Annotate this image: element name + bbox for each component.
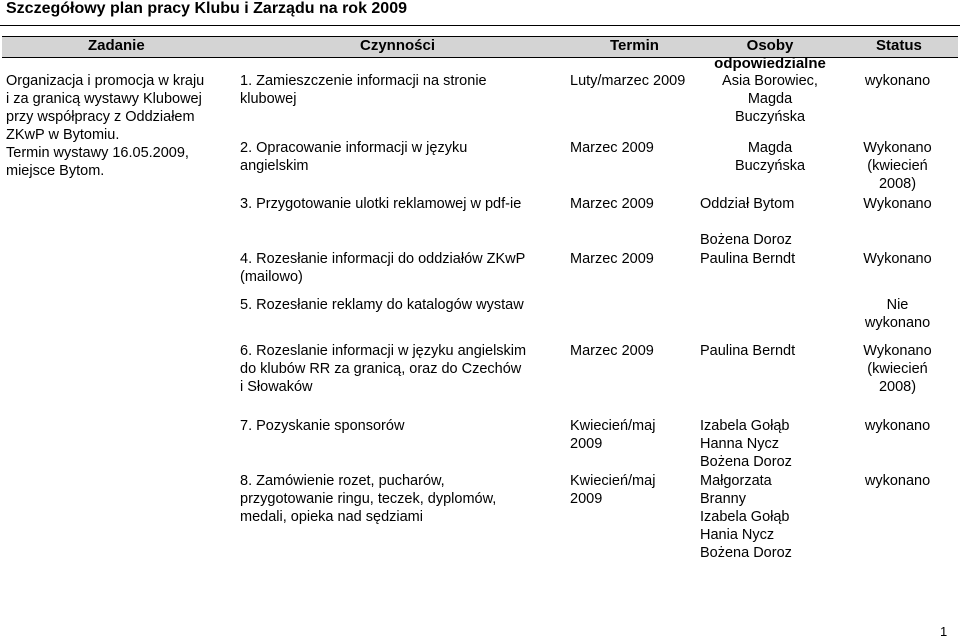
- cell-status: Wykonano: [863, 140, 932, 156]
- cell-activity: angielskim: [240, 158, 309, 174]
- cell-persons: Paulina Berndt: [700, 343, 796, 359]
- page-number: 1: [940, 624, 948, 639]
- cell-term: 2009: [570, 491, 603, 507]
- task-line: przy współpracy z Oddziałem: [6, 109, 195, 125]
- task-line: miejsce Bytom.: [6, 163, 105, 179]
- cell-status: wykonano: [864, 73, 931, 89]
- task-line: Organizacja i promocja w kraju: [6, 73, 205, 89]
- cell-status: (kwiecień: [867, 361, 928, 377]
- cell-persons: Branny: [700, 491, 746, 507]
- cell-activity: 4. Rozesłanie informacji do oddziałów ZKwP: [240, 251, 526, 267]
- task-line: i za granicą wystawy Klubowej: [6, 91, 202, 107]
- cell-activity: medali, opieka nad sędziami: [240, 509, 423, 525]
- cell-activity: i Słowaków: [240, 379, 313, 395]
- header-osoby: Osoby: [746, 37, 794, 54]
- cell-status: 2008): [878, 176, 917, 192]
- cell-status: Wykonano: [863, 343, 932, 359]
- cell-persons: Oddział Bytom: [700, 196, 795, 212]
- cell-persons: Buczyńska: [734, 109, 806, 125]
- title-divider: [0, 25, 960, 26]
- cell-activity: 3. Przygotowanie ulotki reklamowej w pdf-ie: [240, 196, 522, 212]
- cell-activity: 8. Zamówienie rozet, pucharów,: [240, 473, 445, 489]
- cell-persons: Hanna Nycz: [700, 436, 779, 452]
- cell-activity: (mailowo): [240, 269, 303, 285]
- cell-term: Marzec 2009: [570, 140, 654, 156]
- cell-status: wykonano: [864, 473, 931, 489]
- cell-status: Wykonano: [863, 251, 932, 267]
- cell-status: Wykonano: [863, 196, 932, 212]
- cell-persons: Paulina Berndt: [700, 251, 796, 267]
- cell-status: Nie: [886, 297, 909, 313]
- cell-term: Kwiecień/maj: [570, 473, 656, 489]
- cell-term: Marzec 2009: [570, 343, 654, 359]
- task-line: ZKwP w Bytomiu.: [6, 127, 120, 143]
- page-title: Szczegółowy plan pracy Klubu i Zarządu na rok 2009: [6, 0, 407, 17]
- cell-activity: 5. Rozesłanie reklamy do katalogów wystaw: [240, 297, 524, 313]
- cell-activity: przygotowanie ringu, teczek, dyplomów,: [240, 491, 497, 507]
- cell-status: wykonano: [864, 418, 931, 434]
- cell-persons: Bożena Doroz: [700, 545, 792, 561]
- cell-persons: Izabela Gołąb: [700, 509, 790, 525]
- header-odpowiedzialne: odpowiedzialne: [714, 55, 826, 72]
- cell-term: 2009: [570, 436, 603, 452]
- cell-activity: 1. Zamieszczenie informacji na stronie: [240, 73, 487, 89]
- cell-persons: Bożena Doroz: [700, 232, 792, 248]
- cell-activity: do klubów RR za granicą, oraz do Czechów: [240, 361, 522, 377]
- cell-status: (kwiecień: [867, 158, 928, 174]
- cell-persons: Izabela Gołąb: [700, 418, 790, 434]
- header-termin: Termin: [610, 37, 659, 54]
- cell-status: wykonano: [864, 315, 931, 331]
- cell-persons: Magda: [747, 140, 793, 156]
- header-status: Status: [876, 37, 922, 54]
- header-zadanie: Zadanie: [88, 37, 145, 54]
- cell-persons: Buczyńska: [734, 158, 806, 174]
- cell-term: Marzec 2009: [570, 196, 654, 212]
- cell-persons: Asia Borowiec,: [722, 73, 818, 89]
- cell-persons: Hania Nycz: [700, 527, 775, 543]
- cell-term: Marzec 2009: [570, 251, 654, 267]
- cell-activity: klubowej: [240, 91, 297, 107]
- cell-activity: 7. Pozyskanie sponsorów: [240, 418, 405, 434]
- cell-status: 2008): [878, 379, 917, 395]
- cell-activity: 6. Rozeslanie informacji w języku angielskim: [240, 343, 527, 359]
- cell-activity: 2. Opracowanie informacji w języku: [240, 140, 468, 156]
- task-line: Termin wystawy 16.05.2009,: [6, 145, 189, 161]
- cell-persons: Magda: [747, 91, 793, 107]
- cell-term: Luty/marzec 2009: [570, 73, 686, 89]
- header-czynnosci: Czynności: [360, 37, 436, 54]
- cell-persons: Małgorzata: [700, 473, 772, 489]
- cell-persons: Bożena Doroz: [700, 454, 792, 470]
- cell-term: Kwiecień/maj: [570, 418, 656, 434]
